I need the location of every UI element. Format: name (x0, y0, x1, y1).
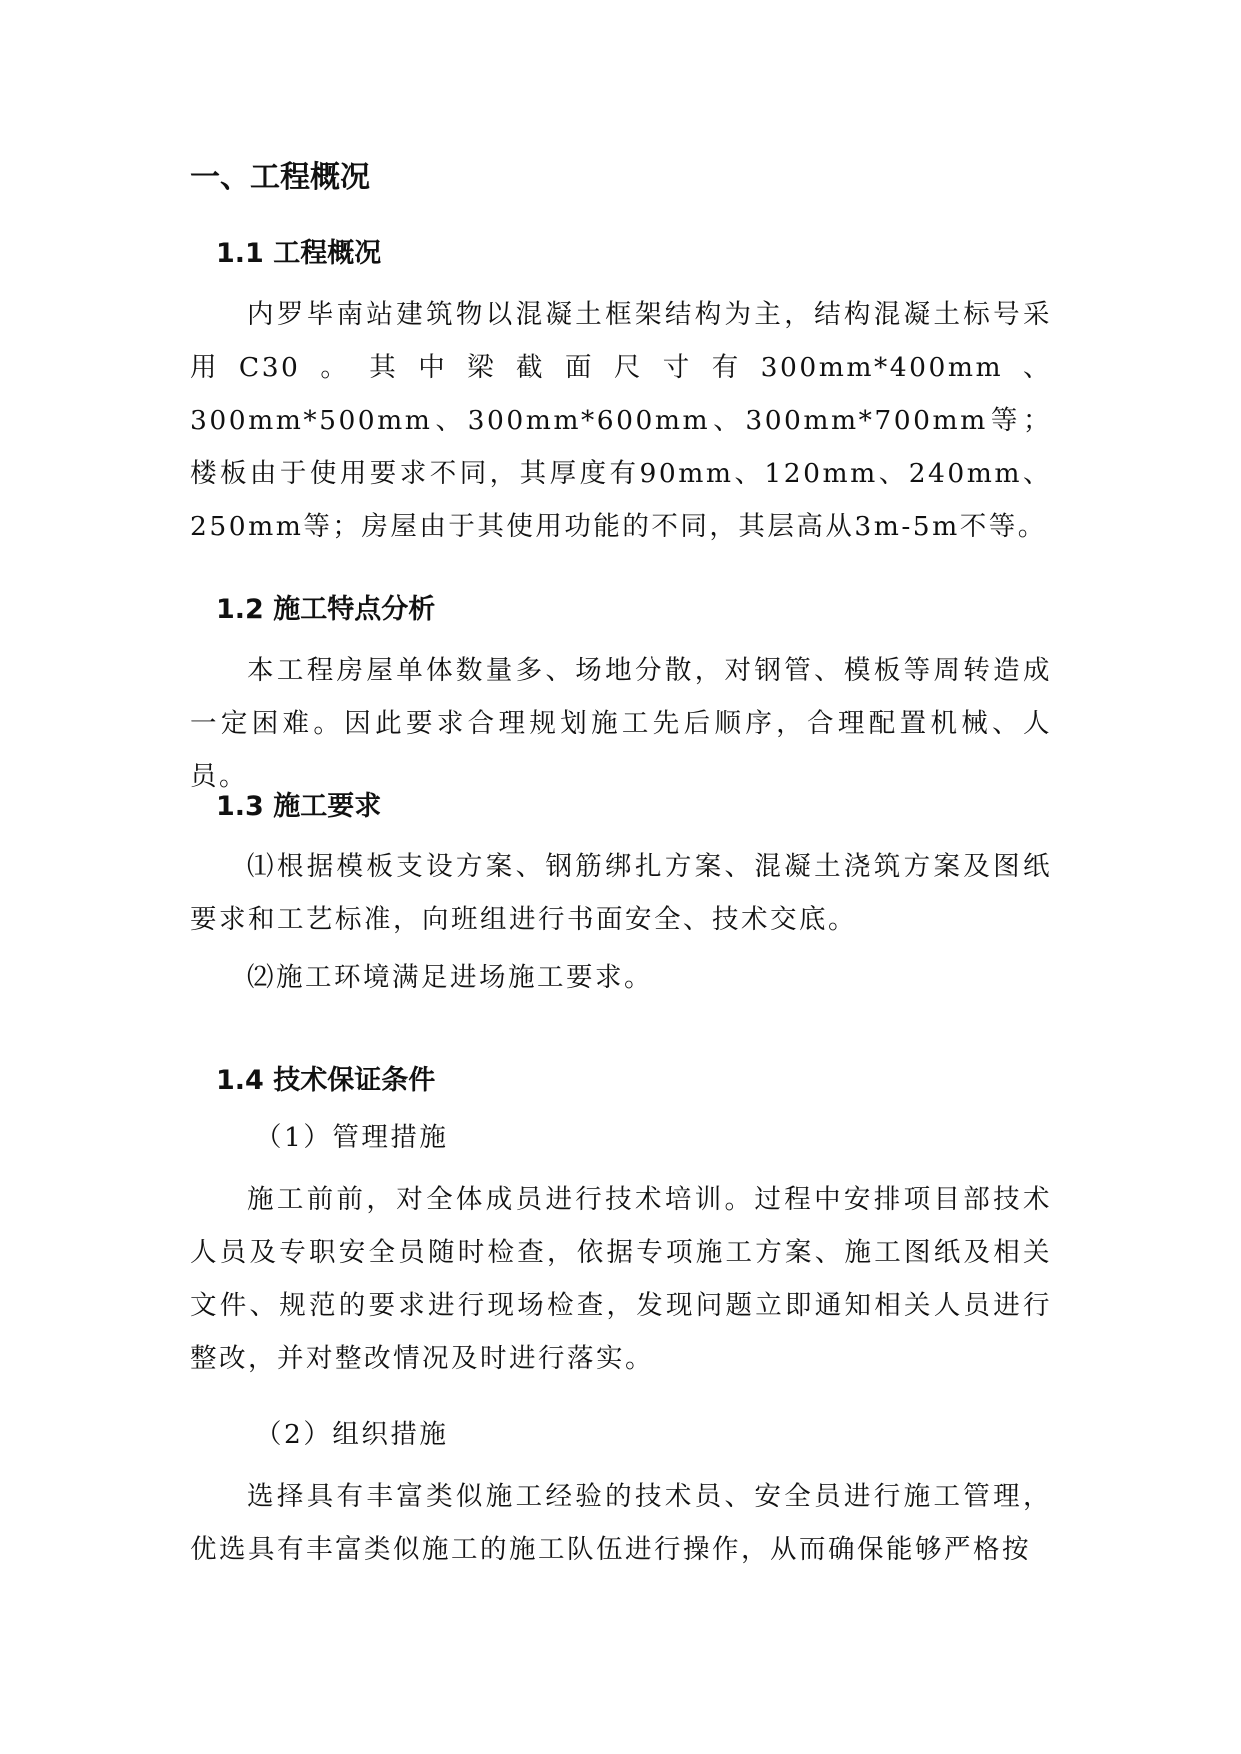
section-1-2-paragraph: 本工程房屋单体数量多、场地分散，对钢管、模板等周转造成一定困难。因此要求合理规划施工先后顺序，合理配置机械、人员。 (190, 655, 1052, 792)
subsection-label-management: （1）管理措施 (255, 1122, 449, 1153)
subsection-organization-paragraph: 选择具有丰富类似施工经验的技术员、安全员进行施工管理，优选具有丰富类似施工的施工队伍进行操作，从而确保能够严格按 (190, 1481, 1052, 1565)
section-heading-1-1: 1.1 工程概况 (216, 238, 382, 269)
subsection-management-paragraph: 施工前前，对全体成员进行技术培训。过程中安排项目部技术人员及专职安全员随时检查，依据专项施工方案、施工图纸及相关文件、规范的要求进行现场检查，发现问题立即通知相关人员进行整改，并对整改情况及时进行落实。 (190, 1184, 1052, 1374)
subsection-label-organization: （2）组织措施 (255, 1419, 449, 1450)
section-1-3-item-1: ⑴根据模板支设方案、钢筋绑扎方案、混凝土浇筑方案及图纸要求和工艺标准，向班组进行书面安全、技术交底。 (190, 851, 1052, 935)
section-1-1-paragraph: 内罗毕南站建筑物以混凝土框架结构为主，结构混凝土标号采用C30。其中梁截面尺寸有300mm*400mm、300mm*500mm、300mm*600mm、300mm*700mm等；楼板由于使用要求不同，其厚度有90mm、120mm、240mm、250mm等；房屋由于其使用功能的不同，其层高从3m-5m不等。 (190, 299, 1052, 542)
section-heading-1-4: 1.4 技术保证条件 (216, 1065, 436, 1096)
section-heading-1-2: 1.2 施工特点分析 (216, 594, 436, 625)
section-1-3-item-2: ⑵施工环境满足进场施工要求。 (247, 962, 653, 993)
chapter-title: 一、工程概况 (190, 160, 370, 195)
section-heading-1-3: 1.3 施工要求 (216, 791, 382, 822)
